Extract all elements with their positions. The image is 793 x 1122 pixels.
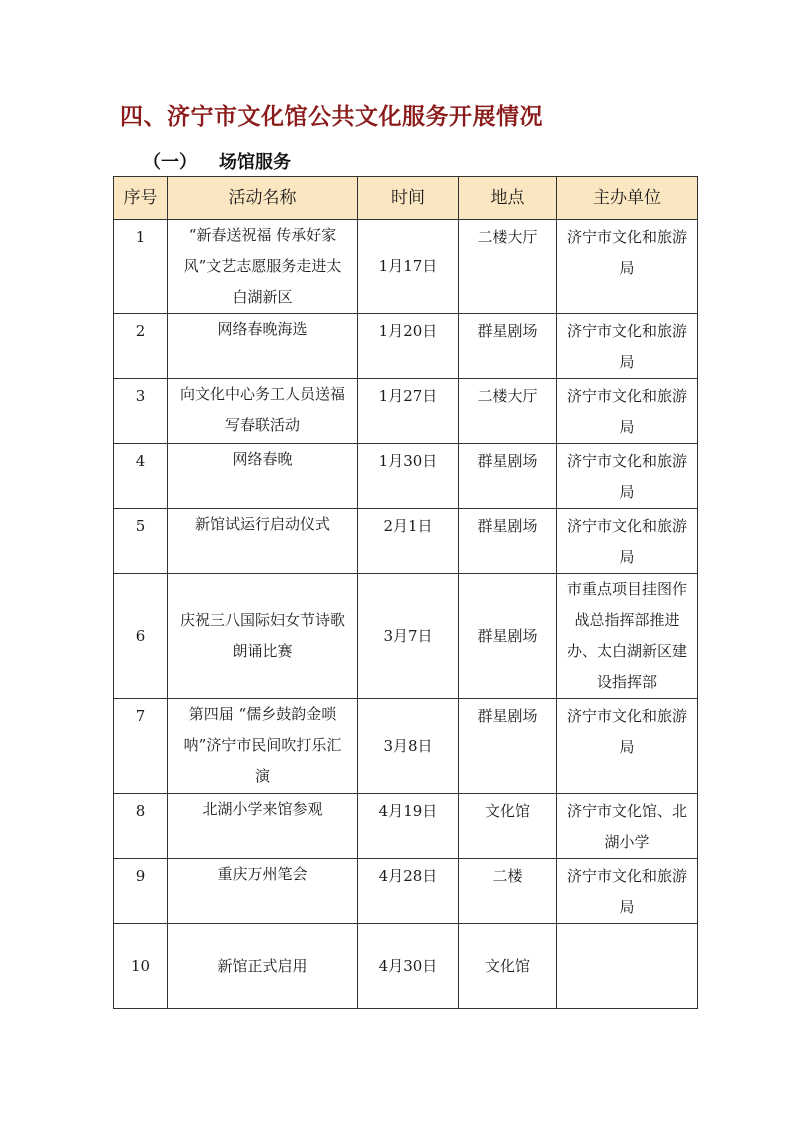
activity-name: 庆祝三八国际妇女节诗歌朗诵比赛 [168,574,358,699]
row-number: 1 [114,220,168,314]
activity-organizer: 济宁市文化和旅游局 [557,699,698,794]
activity-place: 群星剧场 [459,444,557,509]
activity-name: 新馆试运行启动仪式 [168,509,358,574]
row-number: 7 [114,699,168,794]
row-number: 3 [114,379,168,444]
table-row [114,699,698,794]
table-row [114,509,698,574]
activity-date: 2月1日 [358,509,459,574]
activity-place: 二楼大厅 [459,220,557,314]
activity-place: 文化馆 [459,924,557,1009]
activity-name: 网络春晚海选 [168,314,358,379]
table-row [114,574,698,699]
activity-name: 向文化中心务工人员送福写春联活动 [168,379,358,444]
subsection-number: （一） [143,152,197,173]
activity-name: 网络春晚 [168,444,358,509]
activity-organizer: 济宁市文化和旅游局 [557,314,698,379]
row-number: 9 [114,859,168,924]
table-row [114,859,698,924]
activity-organizer: 济宁市文化馆、北湖小学 [557,794,698,859]
row-number: 2 [114,314,168,379]
activity-organizer: 济宁市文化和旅游局 [557,444,698,509]
table-row [114,444,698,509]
activity-date: 4月19日 [358,794,459,859]
row-number: 10 [114,924,168,1009]
activity-date: 1月30日 [358,444,459,509]
subsection-title: 场馆服务 [219,152,291,173]
activity-date: 3月8日 [358,699,459,794]
row-number: 5 [114,509,168,574]
table-row [114,220,698,314]
table-row [114,379,698,444]
activity-place: 群星剧场 [459,314,557,379]
row-number: 8 [114,794,168,859]
activity-organizer: 市重点项目挂图作战总指挥部推进办、太白湖新区建设指挥部 [557,574,698,699]
table-header-row [114,177,698,220]
activity-name: 新馆正式启用 [168,924,358,1009]
activity-name: “新春送祝福 传承好家风”文艺志愿服务走进太白湖新区 [168,220,358,314]
row-number: 4 [114,444,168,509]
activity-organizer: 济宁市文化和旅游局 [557,379,698,444]
activity-place: 二楼 [459,859,557,924]
table-row [114,924,698,1009]
row-number: 6 [114,574,168,699]
activity-name: 第四届 “儒乡鼓韵金唢呐”济宁市民间吹打乐汇演 [168,699,358,794]
section-title: 四、济宁市文化馆公共文化服务开展情况 [120,104,543,130]
header-date: 时间 [358,177,459,220]
activity-place: 文化馆 [459,794,557,859]
activity-organizer [557,924,698,1009]
header-number: 序号 [114,177,168,220]
activity-name: 北湖小学来馆参观 [168,794,358,859]
subsection-heading [143,148,291,174]
activity-place: 群星剧场 [459,509,557,574]
activity-date: 3月7日 [358,574,459,699]
activity-date: 4月28日 [358,859,459,924]
activity-date: 1月27日 [358,379,459,444]
events-table [113,176,698,1009]
activity-organizer: 济宁市文化和旅游局 [557,859,698,924]
header-organizer: 主办单位 [557,177,698,220]
activity-place: 二楼大厅 [459,379,557,444]
activity-date: 1月20日 [358,314,459,379]
table-row [114,794,698,859]
activity-name: 重庆万州笔会 [168,859,358,924]
activity-place: 群星剧场 [459,699,557,794]
activity-organizer: 济宁市文化和旅游局 [557,220,698,314]
activity-date: 4月30日 [358,924,459,1009]
table-row [114,314,698,379]
activity-place: 群星剧场 [459,574,557,699]
header-activity-name: 活动名称 [168,177,358,220]
activity-organizer: 济宁市文化和旅游局 [557,509,698,574]
header-location: 地点 [459,177,557,220]
activity-date: 1月17日 [358,220,459,314]
